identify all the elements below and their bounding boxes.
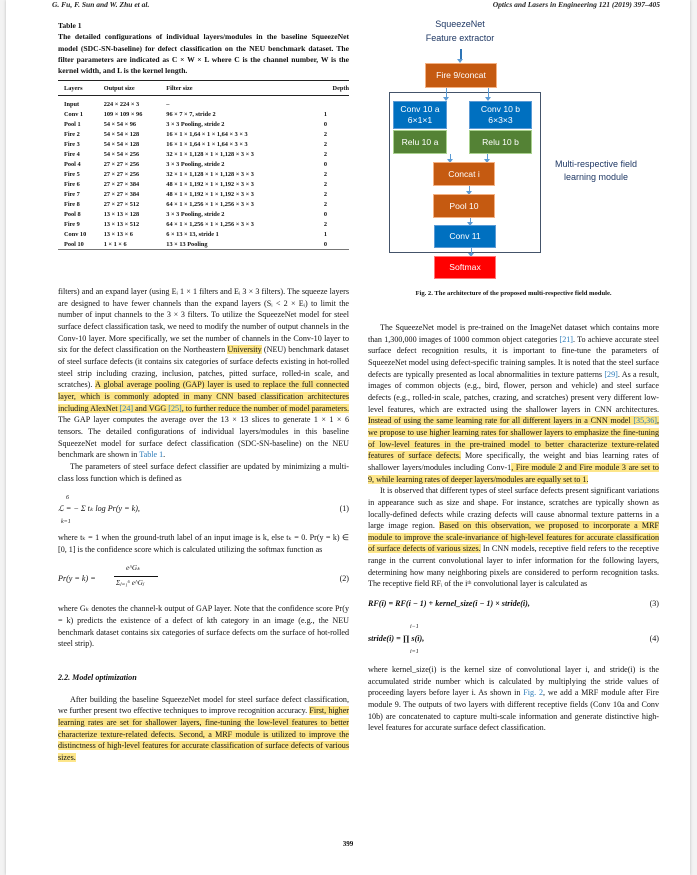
table-cell: 1 — [323, 110, 327, 118]
eq-denominator: Σⱼ₌₁⁶ e^Gⱼ — [116, 579, 145, 588]
citation-link[interactable]: Fig. 2 — [523, 688, 543, 698]
table-cell: 1 — [323, 230, 327, 238]
softmax-block: Softmax — [434, 256, 496, 279]
eq-sup: 6 — [66, 495, 69, 502]
paragraph — [58, 286, 349, 461]
relu10a-block: Relu 10 a — [393, 130, 447, 154]
equation-number: (4) — [649, 634, 659, 644]
table-cell: 2 — [323, 170, 327, 178]
conv10b-block — [469, 101, 532, 129]
highlighted-text: , to further reduce the number of model parameters. — [181, 403, 350, 413]
section-heading: 2.2. Model optimization — [58, 673, 137, 683]
highlighted-text: A global average pooling (GAP) layer is used to replace the full connected layer, which is commonly adopted in many CNN based classification architectures including AlexNet — [58, 380, 349, 413]
table-cell: 0 — [323, 240, 327, 248]
text-run: . — [163, 450, 166, 460]
text-run: The GAP layer computes the average over the 13 × 13 slices to generate 1 × 1 × 6 tensors. The detailed configurations of individual layers/modules in this baseline SqueezeNet model for surface defect classification (SDC-SN-baseline) on the NEU benchmark are shown in — [58, 415, 349, 460]
text-run: In CNN models, receptive field refers to the receptive range in the current convolutional layer to infer information for the following layers, determining how many neighboring pixels are considered to perform recognition tasks. The receptive field RFᵢ of the iᵗʰ convolutional layer is calculated as — [368, 544, 659, 589]
page-number: 399 — [342, 840, 354, 848]
table-cell: 2 — [323, 180, 327, 188]
arrow-icon — [450, 154, 451, 160]
highlighted-text: University — [227, 345, 262, 355]
running-header-journal: Optics and Lasers in Engineering 121 (2019) 397–405 — [492, 0, 660, 9]
text-run: , we add a MRF module after Fire module 9. The outputs of two layers with different receptive fields (Conv 10a and Conv 10b) are concatenated to capture multi-scale information and generate distinctive high-level features for accurate surface defect classification. — [368, 688, 659, 733]
conv10a-block — [393, 101, 447, 129]
paragraph — [368, 664, 659, 734]
table-cell: Conv 1 — [64, 110, 84, 118]
text-run: The SqueezeNet model is pre-trained on the ImageNet dataset which contains more than 1,300,000 images of 1000 common object categories — [368, 323, 659, 344]
highlighted-text: First, higher learning rates are set for shallower layers, fine-tuning the low-level features to better characterize texture-related defects. — [58, 706, 349, 739]
table-cell: 2 — [323, 140, 327, 148]
paragraph — [58, 461, 349, 484]
eq-sub: i=1 — [410, 649, 419, 656]
paper-page — [6, 0, 690, 875]
table-cell: 13 × 13 × 512 — [103, 220, 140, 228]
table-cell: Input — [64, 100, 80, 108]
column-header: Output size — [103, 84, 135, 92]
input-label — [400, 17, 520, 45]
arrow-icon — [487, 154, 488, 160]
table-cell: 16 × 1 × 1,64 × 1 × 1,64 × 3 × 3 — [166, 130, 248, 138]
pool10-block: Pool 10 — [433, 194, 495, 218]
paragraph — [368, 322, 659, 485]
arrow-icon — [460, 49, 462, 60]
highlighted-text: Based on this observation, we proposed to incorporate a MRF module to improve the scale-invariance of high-level features for accurate classification of surface defects of various sizes. — [368, 521, 660, 554]
figure-caption: Fig. 2. The architecture of the proposed multi-respective field module. — [415, 290, 612, 297]
paragraph — [58, 694, 349, 764]
table-cell: 54 × 54 × 128 — [103, 130, 140, 138]
table-cell: 0 — [323, 160, 327, 168]
table-cell: 6 × 13 × 13, stride 1 — [166, 230, 219, 238]
table-cell: 2 — [323, 190, 327, 198]
table-cell: Fire 3 — [64, 140, 80, 148]
input-label-line: Feature extractor — [425, 33, 495, 43]
table-cell: 48 × 1 × 1,192 × 1 × 1,192 × 3 × 3 — [166, 180, 254, 188]
text-run: where Gₖ denotes the channel-k output of GAP layer. Note that the confidence score Pr(y = k) predicts the existence of a defect of kth category in an image (e.g., the NEU benchmark dataset contains six categories of surface defects om the surface of hot-rolled steel strip). — [58, 604, 349, 649]
eq-numerator: e^Gₖ — [126, 564, 141, 573]
conv11-block: Conv 11 — [434, 225, 496, 248]
figure-2 — [6, 12, 690, 290]
fraction-bar — [114, 576, 158, 577]
table-cell: 54 × 54 × 256 — [103, 150, 140, 158]
table-cell: 1 × 1 × 6 — [103, 240, 127, 248]
input-label-line: SqueezeNet — [435, 19, 485, 29]
arrow-icon — [488, 88, 489, 98]
relu10b-block: Relu 10 b — [469, 130, 532, 154]
eq-sub: k=1 — [61, 519, 71, 526]
table-cell: Pool 10 — [64, 240, 84, 248]
table-cell: 2 — [323, 150, 327, 158]
highlighted-text: Second, a MRF module is utilized to improve the distinctness of high-level features for accurate classification of surface defects of various sizes. — [58, 729, 349, 763]
table-cell: 48 × 1 × 1,192 × 1 × 1,192 × 3 × 3 — [166, 190, 254, 198]
table-cell: Fire 5 — [64, 170, 80, 178]
table-cell: Fire 8 — [64, 200, 80, 208]
highlighted-text: , Fire module 2 and Fire module 3 are set to 9, while learning rates of deeper layers/modules are equally set to 1. — [368, 462, 659, 484]
table-cell: 3 × 3 Pooling, stride 2 — [166, 160, 225, 168]
table-cell: 27 × 27 × 384 — [103, 180, 140, 188]
equation-1 — [58, 490, 349, 532]
table-caption: The detailed configurations of individual layers/modules in the baseline SqueezeNet model (SDC-SN-baseline) for defect classification on the NEU benchmark dataset. The filter parameters are indicated as C × W × L where C is the channel number, W is the kernel width, and L is the kernel length. — [58, 32, 349, 76]
block-label: Conv 10 b — [480, 104, 521, 114]
table-cell: 0 — [323, 210, 327, 218]
text-run: filters) and an expand layer (using Eᵢ 1 × 1 filters and Eᵢ 3 × 3 filters). The squeeze layers are designed to have fewer channels than the expand layers (Sᵢ < 2 × Eᵢ) to limit the number of input channels to the 3 × 3 filters. To utilize the SqueezeNet model for steel surface defect classification task, we need to modify the number of output channels in the Conv-10 layer. More specifically, we set the number of channels in the Conv-10 layer to six for the defect classification on the Northeastern — [58, 287, 349, 355]
citation-link[interactable]: [35,36] — [633, 416, 657, 426]
table-cell: 32 × 1 × 1,128 × 1 × 1,128 × 3 × 3 — [166, 170, 254, 178]
text-run: The parameters of steel surface defect classifier are updated by minimizing a multi-class loss function which is defined as — [58, 461, 349, 483]
table-cell: 27 × 27 × 256 — [103, 170, 140, 178]
table-label: Table 1 — [58, 21, 82, 30]
table-cell: 64 × 1 × 1,256 × 1 × 1,256 × 3 × 3 — [166, 200, 254, 208]
highlighted-text: Instead of using the same learning rate for all different layers in a CNN model — [368, 416, 634, 426]
column-header: Layers — [64, 84, 83, 92]
text-run: . As a result, images of common objects (e.g., bird, flower, person and vehicle) and steel surface defects (e.g., rolled-in scale, patches, crazing, and scratches) present very different low-level features, which are extracted using the shallower layers in CNN architectures. — [368, 369, 659, 414]
equation-number: (2) — [339, 574, 349, 584]
left-body — [58, 286, 349, 764]
equation-2 — [58, 561, 349, 599]
text-run: . To achieve accurate steel surface defect recognition results, it is important to fine-tune the parameters of SqueezeNet model using defect-specific training samples. It is noted that the steel surface defects are typically presented as local abnormalities in texture patterns — [368, 334, 659, 379]
block-label: 6×1×1 — [407, 115, 433, 125]
text-run: It is observed that different types of steel surface defects present significant variations in appearance such as size and shape. For instance, scratches are typically shown as locally-defined defects while crazing defects will cause abnormal texture patterns in a large image region. — [368, 486, 659, 531]
text-run: (NEU) benchmark dataset of steel surface defects (it contains six categories of surface defects existing in hot-rolled steel strip including crazing, inclusion, patches, pitted surface, rolled-in scale, and scratches). — [58, 345, 349, 390]
arrow-icon — [470, 218, 471, 223]
table-cell: 27 × 27 × 384 — [103, 190, 140, 198]
table-cell: Fire 9 — [64, 220, 80, 228]
citation-link[interactable]: [24] — [119, 403, 134, 413]
table-cell: Pool 4 — [64, 160, 81, 168]
column-header: Depth — [332, 84, 349, 92]
table-cell: 13 × 13 × 128 — [103, 210, 140, 218]
table-cell: 2 — [323, 220, 327, 228]
table-cell: 16 × 1 × 1,64 × 1 × 1,64 × 3 × 3 — [166, 140, 248, 148]
citation-link[interactable]: [21] — [559, 334, 573, 344]
highlighted-text: , we propose to use higher learning rates for shallower layers to emphasize the fine-tuning of low-level features in the pre-trained model to better characterize texture-related features of surface defects. — [368, 416, 659, 461]
text-run: After building the baseline SqueezeNet model for steel surface defect classification, we further present two effective techniques to improve recognition accuracy. — [58, 694, 349, 716]
module-label-line: learning module — [563, 172, 629, 182]
table-cell: Fire 4 — [64, 150, 80, 158]
eq-body: ℒ = − Σ tₖ log Pr(y = k), — [58, 504, 140, 514]
table-cell: 64 × 1 × 1,256 × 1 × 1,256 × 3 × 3 — [166, 220, 254, 228]
equation-4 — [368, 622, 659, 660]
highlighted-text: and VGG — [133, 403, 169, 413]
table-cell: 224 × 224 × 3 — [103, 100, 140, 108]
concat-block: Concat i — [433, 162, 495, 186]
block-label: 6×3×3 — [488, 115, 513, 125]
eq-body: RF(i) = RF(i − 1) + kernel_size(i − 1) × stride(i), — [368, 599, 530, 609]
arrow-icon — [469, 186, 470, 192]
citation-link[interactable]: [25] — [168, 403, 182, 413]
table-cell: 3 × 3 Pooling, stride 2 — [166, 120, 225, 128]
text-run: where tₖ = 1 when the ground-truth label of an input image is k, else tₖ = 0. Pr(y = k) ∈ [0, 1] is the confidence score which is calculated utilizing the softmax function as — [58, 533, 349, 554]
table-cell: – — [166, 100, 170, 108]
paragraph — [368, 485, 659, 590]
module-label — [541, 158, 651, 184]
table-cell: 54 × 54 × 96 — [103, 120, 137, 128]
arrow-icon — [446, 88, 447, 98]
table-cell: 27 × 27 × 512 — [103, 200, 140, 208]
table-cell: 32 × 1 × 1,128 × 1 × 1,128 × 3 × 3 — [166, 150, 254, 158]
eq-sup: i−1 — [410, 624, 419, 631]
column-header: Filter size — [166, 84, 193, 92]
citation-link[interactable]: Table 1 — [139, 450, 164, 460]
eq-body: stride(i) = ∏ s(i), — [368, 634, 425, 644]
table-cell: 2 — [323, 200, 327, 208]
right-body — [368, 322, 659, 734]
equation-number: (1) — [339, 504, 349, 514]
table-cell: Fire 7 — [64, 190, 80, 198]
table-cell: Pool 8 — [64, 210, 81, 218]
module-label-line: Multi-respective field — [554, 159, 638, 169]
table-cell: Fire 2 — [64, 130, 80, 138]
table-cell: Pool 1 — [64, 120, 81, 128]
table-cell: 2 — [323, 130, 327, 138]
table-cell: 13 × 13 × 6 — [103, 230, 133, 238]
table-cell: 13 × 13 Pooling — [166, 240, 208, 248]
table-cell: 54 × 54 × 128 — [103, 140, 140, 148]
table-cell: Fire 6 — [64, 180, 80, 188]
table-cell: 109 × 109 × 96 — [103, 110, 143, 118]
table-cell: 96 × 7 × 7, stride 2 — [166, 110, 216, 118]
table-cell: 27 × 27 × 256 — [103, 160, 140, 168]
equation-number: (3) — [649, 599, 659, 609]
table-cell: 3 × 3 Pooling, stride 2 — [166, 210, 225, 218]
text-run: More specifically, the weight and bias learning rates of shallower layers/modules including Conv-1 — [368, 451, 659, 472]
running-header-authors: G. Fu, F. Sun and W. Zhu et al. — [52, 0, 150, 9]
table-cell: Conv 10 — [64, 230, 87, 238]
text-run: where kernel_size(i) is the kernel size of convolutional layer i, and stride(i) is the accumulated stride number which is calculated by multiplying the stride values of proceeding layers before layer i. As shown in — [368, 665, 659, 698]
arrow-icon — [471, 248, 472, 254]
equation-3 — [368, 596, 659, 618]
table-cell: 0 — [323, 120, 327, 128]
paragraph — [58, 532, 349, 555]
paragraph — [58, 603, 349, 650]
citation-link[interactable]: [29] — [604, 369, 618, 379]
eq-lhs: Pr(y = k) = — [58, 574, 96, 584]
block-label: Conv 10 a — [400, 104, 440, 114]
fire9-concat-block: Fire 9/concat — [425, 63, 497, 88]
